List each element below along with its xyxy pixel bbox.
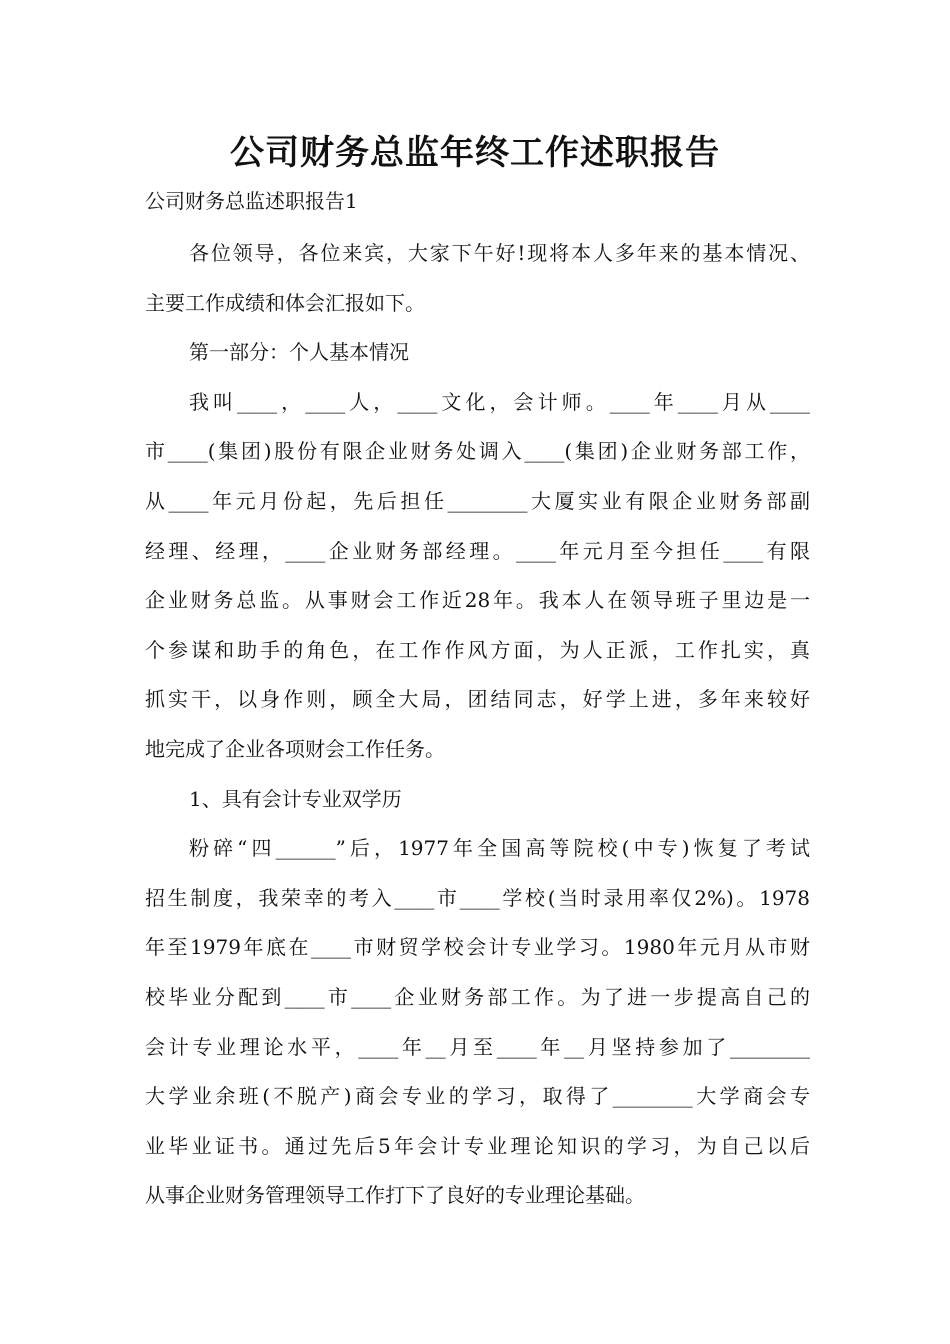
document-body <box>145 229 810 1221</box>
text-line: 校毕业分配到____市____企业财务部工作。为了进一步提高自己的 <box>145 984 810 1009</box>
text-line: 抓实干，以身作则，顾全大局，团结同志，好学上进，多年来较好 <box>145 687 810 712</box>
text-line: 招生制度，我荣幸的考入____市____学校(当时录用率仅2%)。1978 <box>145 885 810 910</box>
text-line: 从事企业财务管理领导工作打下了良好的专业理论基础。 <box>145 1183 645 1208</box>
text-line: 第一部分：个人基本情况 <box>189 340 409 365</box>
text-line: 我叫____，____人，____文化，会计师。____年____月从____ <box>189 389 810 414</box>
text-line: 从____年元月份起，先后担任________大厦实业有限企业财务部副 <box>145 488 810 513</box>
text-line: 经理、经理，____企业财务部经理。____年元月至今担任____有限 <box>145 538 810 563</box>
text-line: 会计专业理论水平，____年__月至____年__月坚持参加了________ <box>145 1034 810 1059</box>
text-line: 各位领导，各位来宾，大家下午好!现将本人多年来的基本情况、 <box>189 241 810 265</box>
document-title: 公司财务总监年终工作述职报告 <box>230 133 720 173</box>
text-line: 企业财务总监。从事财会工作近28年。我本人在领导班子里边是一 <box>145 588 810 613</box>
text-line: 个参谋和助手的角色，在工作作风方面，为人正派，工作扎实，真 <box>145 637 810 662</box>
text-line: 地完成了企业各项财会工作任务。 <box>145 736 445 761</box>
text-line: 大学业余班(不脱产)商会专业的学习，取得了________大学商会专 <box>145 1084 810 1109</box>
text-line: 年至1979年底在____市财贸学校会计专业学习。1980年元月从市财 <box>145 935 810 960</box>
document-subtitle: 公司财务总监述职报告1 <box>145 189 358 213</box>
text-line: 粉碎“四______”后，1977年全国高等院校(中专)恢复了考试 <box>189 836 810 861</box>
text-line: 市____(集团)股份有限企业财务处调入____(集团)企业财务部工作， <box>145 439 810 464</box>
text-line: 主要工作成绩和体会汇报如下。 <box>145 290 425 315</box>
text-line: 业毕业证书。通过先后5年会计专业理论知识的学习，为自己以后 <box>145 1133 810 1158</box>
text-line: 1、具有会计专业双学历 <box>189 786 402 811</box>
